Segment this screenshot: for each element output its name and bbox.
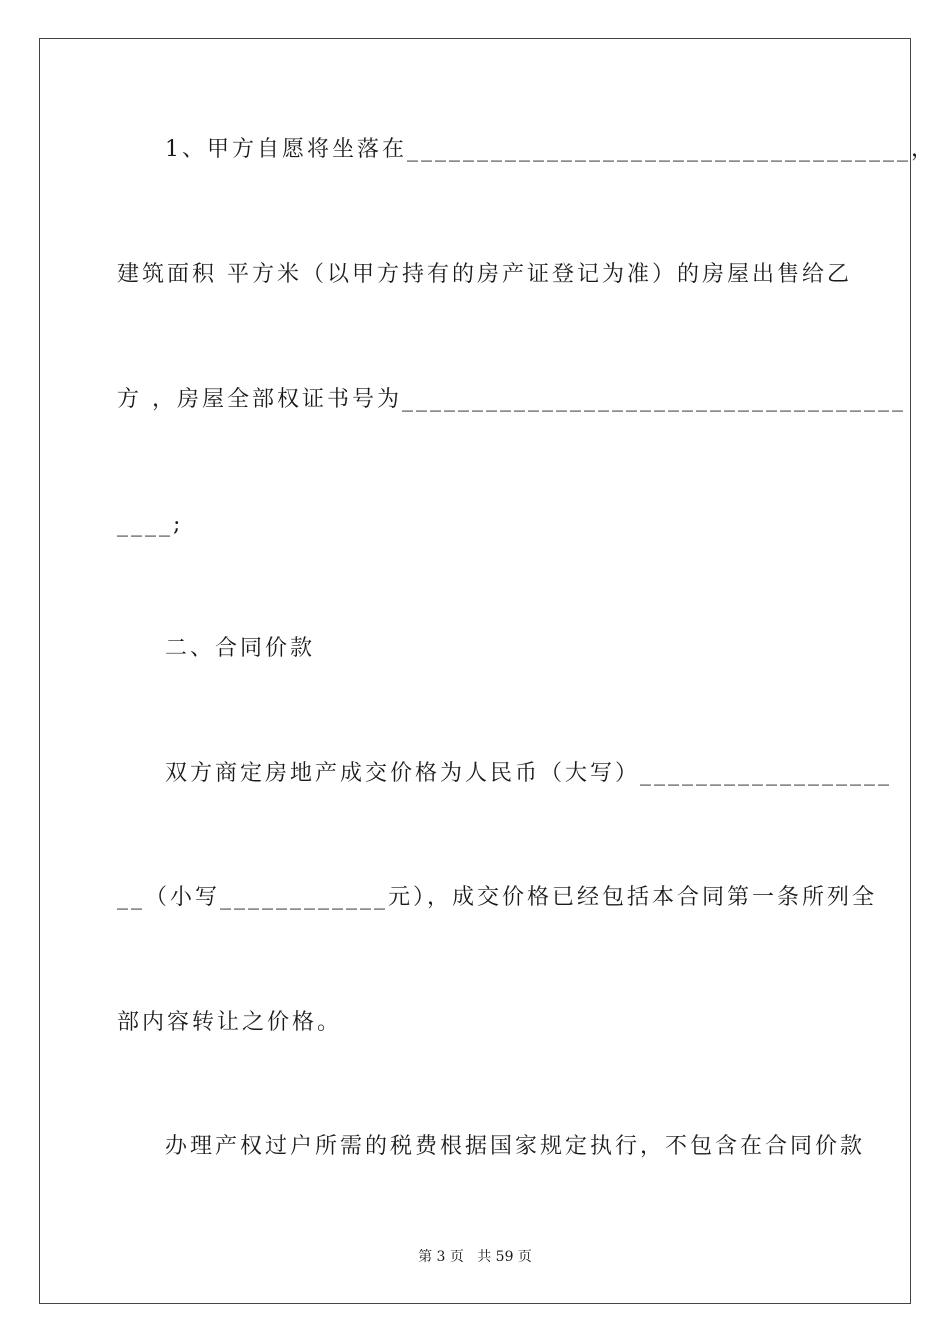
paragraph-line-1: 1、甲方自愿将坐落在____________________________________， — [165, 137, 936, 162]
page-footer: 第 3 页 共 59 页 — [418, 1249, 532, 1265]
paragraph-line-2: 建筑面积 平方米（以甲方持有的房产证登记为准）的房屋出售给乙 — [117, 262, 852, 287]
paragraph-line-3: 方 ，房屋全部权证书号为____________________________________ — [117, 387, 906, 412]
paragraph-line-9: 办理产权过户所需的税费根据国家规定执行，不包含在合同价款 — [165, 1134, 866, 1159]
paragraph-line-6: 双方商定房地产成交价格为人民币（大写）__________________ — [165, 761, 893, 786]
section-heading-contract-price: 二、合同价款 — [165, 636, 316, 661]
paragraph-line-8: 部内容转让之价格。 — [117, 1010, 343, 1035]
paragraph-line-7: __（小写____________元），成交价格已经包括本合同第一条所列全 — [117, 885, 878, 910]
page-border — [39, 38, 911, 1304]
paragraph-line-4: ____; — [117, 512, 184, 537]
